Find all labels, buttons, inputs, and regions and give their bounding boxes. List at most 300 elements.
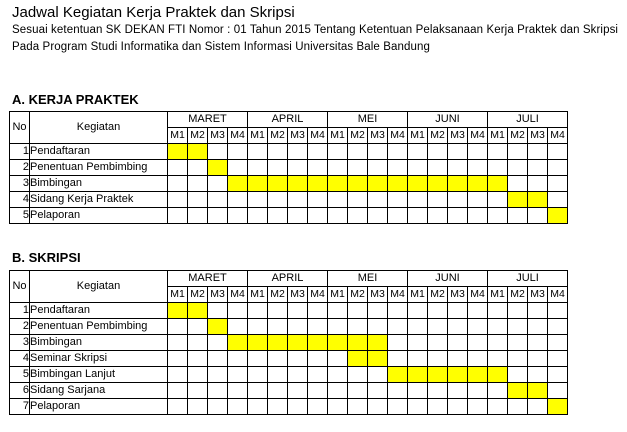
row-number: 1	[10, 303, 30, 319]
activity-name: Bimbingan	[30, 335, 168, 351]
schedule-cell	[508, 176, 528, 192]
schedule-cell	[228, 367, 248, 383]
schedule-cell	[428, 399, 448, 415]
schedule-cell-active	[448, 367, 468, 383]
schedule-cell	[368, 160, 388, 176]
table-row	[10, 367, 568, 383]
schedule-cell	[168, 192, 188, 208]
schedule-cell	[308, 383, 328, 399]
schedule-cell-active	[428, 176, 448, 192]
schedule-cell	[448, 351, 468, 367]
month-header: MARET	[168, 112, 248, 128]
schedule-cell	[188, 383, 208, 399]
schedule-cell	[348, 303, 368, 319]
schedule-cell	[528, 319, 548, 335]
activity-name: Bimbingan Lanjut	[30, 367, 168, 383]
schedule-cell	[528, 144, 548, 160]
schedule-cell-active	[288, 335, 308, 351]
month-header: JUNI	[408, 112, 488, 128]
week-header: M3	[288, 128, 308, 144]
schedule-cell	[168, 160, 188, 176]
schedule-cell	[328, 208, 348, 224]
schedule-cell	[388, 192, 408, 208]
schedule-cell-active	[488, 176, 508, 192]
schedule-cell	[368, 383, 388, 399]
month-header: JUNI	[408, 271, 488, 287]
schedule-cell	[548, 176, 568, 192]
schedule-cell	[528, 351, 548, 367]
week-header: M4	[308, 128, 328, 144]
schedule-cell	[508, 351, 528, 367]
schedule-cell	[168, 176, 188, 192]
schedule-cell	[228, 383, 248, 399]
activity-name: Sidang Kerja Praktek	[30, 192, 168, 208]
schedule-cell	[288, 367, 308, 383]
schedule-cell	[288, 399, 308, 415]
schedule-cell-active	[548, 399, 568, 415]
schedule-cell	[348, 399, 368, 415]
schedule-cell	[208, 303, 228, 319]
schedule-cell	[548, 192, 568, 208]
schedule-cell	[168, 383, 188, 399]
schedule-cell	[328, 383, 348, 399]
schedule-cell	[468, 192, 488, 208]
schedule-cell	[308, 160, 328, 176]
row-number: 4	[10, 192, 30, 208]
schedule-cell	[528, 399, 548, 415]
table-row	[10, 319, 568, 335]
schedule-cell-active	[548, 208, 568, 224]
schedule-cell	[288, 192, 308, 208]
schedule-cell	[288, 303, 308, 319]
header-row-months	[10, 271, 568, 287]
schedule-cell	[188, 367, 208, 383]
schedule-cell	[248, 383, 268, 399]
schedule-cell-active	[168, 303, 188, 319]
schedule-cell	[308, 303, 328, 319]
schedule-cell	[208, 383, 228, 399]
schedule-cell	[328, 160, 348, 176]
schedule-cell-active	[188, 144, 208, 160]
schedule-cell	[248, 399, 268, 415]
schedule-cell	[348, 367, 368, 383]
activity-name: Sidang Sarjana	[30, 383, 168, 399]
schedule-cell	[488, 208, 508, 224]
schedule-cell	[188, 160, 208, 176]
row-number: 2	[10, 319, 30, 335]
schedule-cell	[208, 351, 228, 367]
schedule-cell	[408, 399, 428, 415]
schedule-cell-active	[348, 176, 368, 192]
schedule-cell	[208, 192, 228, 208]
schedule-cell	[268, 160, 288, 176]
schedule-cell	[448, 383, 468, 399]
week-header: M4	[388, 128, 408, 144]
schedule-cell-active	[228, 176, 248, 192]
page-title: Jadwal Kegiatan Kerja Praktek dan Skripsi	[12, 4, 295, 21]
schedule-cell-active	[308, 176, 328, 192]
schedule-cell	[548, 367, 568, 383]
schedule-cell	[168, 335, 188, 351]
header-row-months	[10, 112, 568, 128]
table-row	[10, 399, 568, 415]
schedule-cell	[388, 383, 408, 399]
schedule-cell	[268, 399, 288, 415]
week-header: M3	[288, 287, 308, 303]
schedule-cell	[468, 319, 488, 335]
schedule-cell-active	[508, 383, 528, 399]
week-header: M1	[408, 128, 428, 144]
table-row	[10, 144, 568, 160]
week-header: M1	[328, 287, 348, 303]
schedule-cell	[428, 192, 448, 208]
schedule-cell	[368, 303, 388, 319]
schedule-cell-active	[168, 144, 188, 160]
schedule-cell	[368, 399, 388, 415]
row-number: 2	[10, 160, 30, 176]
schedule-cell	[188, 351, 208, 367]
schedule-cell-active	[368, 351, 388, 367]
schedule-cell	[208, 144, 228, 160]
schedule-cell	[328, 144, 348, 160]
activity-name: Pelaporan	[30, 399, 168, 415]
activity-name: Seminar Skripsi	[30, 351, 168, 367]
schedule-cell	[408, 160, 428, 176]
schedule-cell	[208, 208, 228, 224]
schedule-cell-active	[328, 176, 348, 192]
schedule-cell	[388, 399, 408, 415]
schedule-cell	[188, 399, 208, 415]
subtitle-line-2: Pada Program Studi Informatika dan Sistem Informasi Universitas Bale Bandung	[12, 41, 430, 53]
schedule-cell	[308, 208, 328, 224]
schedule-cell	[548, 335, 568, 351]
schedule-cell	[508, 160, 528, 176]
row-number: 7	[10, 399, 30, 415]
week-header: M2	[268, 287, 288, 303]
schedule-cell	[228, 160, 248, 176]
schedule-cell	[328, 351, 348, 367]
schedule-cell	[428, 383, 448, 399]
schedule-cell	[448, 160, 468, 176]
schedule-cell	[488, 319, 508, 335]
schedule-cell-active	[228, 335, 248, 351]
schedule-cell	[328, 303, 348, 319]
schedule-cell	[268, 367, 288, 383]
schedule-cell-active	[528, 383, 548, 399]
schedule-cell	[328, 319, 348, 335]
schedule-cell	[348, 208, 368, 224]
schedule-cell	[528, 176, 548, 192]
subtitle-line-1: Sesuai ketentuan SK DEKAN FTI Nomor : 01 Tahun 2015 Tentang Ketentuan Pelaksanaan Kerja Praktek dan Skripsi	[12, 24, 619, 36]
schedule-cell-active	[368, 335, 388, 351]
week-header: M3	[528, 128, 548, 144]
schedule-cell	[228, 208, 248, 224]
schedule-cell-active	[508, 192, 528, 208]
schedule-cell	[408, 351, 428, 367]
schedule-cell-active	[268, 176, 288, 192]
schedule-cell	[248, 303, 268, 319]
schedule-cell	[488, 383, 508, 399]
schedule-cell	[448, 399, 468, 415]
week-header: M4	[548, 128, 568, 144]
schedule-cell-active	[388, 367, 408, 383]
column-header-activity: Kegiatan	[30, 112, 168, 144]
week-header: M4	[388, 287, 408, 303]
week-header: M2	[188, 287, 208, 303]
schedule-cell	[168, 351, 188, 367]
week-header: M2	[508, 128, 528, 144]
schedule-cell-active	[408, 367, 428, 383]
schedule-cell	[308, 319, 328, 335]
schedule-cell	[328, 399, 348, 415]
column-header-no: No	[10, 112, 30, 144]
week-header: M2	[268, 128, 288, 144]
week-header: M4	[228, 287, 248, 303]
section-title-skripsi: B. SKRIPSI	[12, 250, 81, 265]
schedule-cell	[468, 335, 488, 351]
schedule-cell	[388, 208, 408, 224]
schedule-cell	[548, 319, 568, 335]
schedule-cell	[428, 319, 448, 335]
schedule-cell-active	[248, 176, 268, 192]
schedule-cell	[508, 335, 528, 351]
schedule-cell-active	[188, 303, 208, 319]
month-header: APRIL	[248, 271, 328, 287]
schedule-cell	[468, 399, 488, 415]
week-header: M3	[208, 128, 228, 144]
schedule-cell-active	[488, 367, 508, 383]
schedule-cell	[548, 351, 568, 367]
schedule-cell	[408, 303, 428, 319]
week-header: M2	[428, 128, 448, 144]
schedule-cell-active	[308, 335, 328, 351]
schedule-cell	[528, 335, 548, 351]
schedule-cell-active	[448, 176, 468, 192]
schedule-cell	[368, 319, 388, 335]
schedule-cell	[388, 144, 408, 160]
schedule-cell	[248, 192, 268, 208]
week-header: M2	[188, 128, 208, 144]
schedule-cell	[248, 367, 268, 383]
schedule-table-kerja-praktek	[9, 111, 568, 224]
schedule-cell	[428, 160, 448, 176]
week-header: M1	[408, 287, 428, 303]
week-header: M3	[528, 287, 548, 303]
schedule-cell	[308, 351, 328, 367]
schedule-cell	[248, 208, 268, 224]
row-number: 5	[10, 208, 30, 224]
schedule-cell	[488, 303, 508, 319]
week-header: M1	[328, 128, 348, 144]
week-header: M3	[368, 128, 388, 144]
schedule-cell	[268, 192, 288, 208]
schedule-cell	[248, 351, 268, 367]
schedule-cell-active	[348, 351, 368, 367]
schedule-cell	[488, 192, 508, 208]
schedule-cell	[388, 303, 408, 319]
activity-name: Penentuan Pembimbing	[30, 319, 168, 335]
schedule-cell	[548, 160, 568, 176]
schedule-cell	[228, 351, 248, 367]
schedule-cell	[508, 303, 528, 319]
week-header: M3	[448, 287, 468, 303]
schedule-cell	[408, 319, 428, 335]
week-header: M1	[168, 287, 188, 303]
week-header: M1	[488, 128, 508, 144]
row-number: 1	[10, 144, 30, 160]
activity-name: Bimbingan	[30, 176, 168, 192]
column-header-no: No	[10, 271, 30, 303]
schedule-cell	[308, 192, 328, 208]
schedule-cell	[348, 383, 368, 399]
row-number: 5	[10, 367, 30, 383]
schedule-cell-active	[428, 367, 448, 383]
schedule-cell-active	[468, 176, 488, 192]
schedule-cell	[548, 383, 568, 399]
table-row	[10, 303, 568, 319]
schedule-cell	[488, 144, 508, 160]
schedule-cell	[408, 383, 428, 399]
activity-name: Pendaftaran	[30, 144, 168, 160]
schedule-cell	[168, 399, 188, 415]
schedule-cell	[268, 351, 288, 367]
month-header: JULI	[488, 271, 568, 287]
week-header: M4	[468, 287, 488, 303]
column-header-activity: Kegiatan	[30, 271, 168, 303]
schedule-cell	[308, 144, 328, 160]
schedule-cell	[548, 144, 568, 160]
schedule-cell	[188, 192, 208, 208]
week-header: M4	[308, 287, 328, 303]
schedule-cell	[448, 319, 468, 335]
week-header: M1	[168, 128, 188, 144]
schedule-cell	[508, 367, 528, 383]
schedule-cell	[428, 144, 448, 160]
schedule-cell-active	[368, 176, 388, 192]
schedule-cell	[468, 144, 488, 160]
schedule-cell	[268, 319, 288, 335]
schedule-cell	[188, 176, 208, 192]
table-row	[10, 335, 568, 351]
week-header: M2	[348, 128, 368, 144]
schedule-cell	[468, 303, 488, 319]
schedule-cell	[188, 319, 208, 335]
row-number: 3	[10, 176, 30, 192]
schedule-cell	[388, 351, 408, 367]
schedule-cell	[468, 160, 488, 176]
schedule-cell	[508, 208, 528, 224]
schedule-cell	[328, 367, 348, 383]
schedule-cell-active	[288, 176, 308, 192]
week-header: M3	[448, 128, 468, 144]
schedule-cell	[468, 383, 488, 399]
schedule-cell	[188, 335, 208, 351]
schedule-cell	[408, 192, 428, 208]
schedule-cell	[368, 192, 388, 208]
schedule-cell	[508, 399, 528, 415]
schedule-cell	[388, 319, 408, 335]
schedule-cell	[548, 303, 568, 319]
week-header: M4	[468, 128, 488, 144]
schedule-cell	[528, 208, 548, 224]
schedule-cell	[488, 399, 508, 415]
schedule-cell-active	[268, 335, 288, 351]
row-number: 6	[10, 383, 30, 399]
schedule-cell-active	[528, 192, 548, 208]
schedule-cell	[268, 303, 288, 319]
schedule-cell	[528, 303, 548, 319]
month-header: MARET	[168, 271, 248, 287]
activity-name: Pendaftaran	[30, 303, 168, 319]
row-number: 3	[10, 335, 30, 351]
row-number: 4	[10, 351, 30, 367]
schedule-cell	[448, 303, 468, 319]
schedule-cell-active	[208, 160, 228, 176]
schedule-cell-active	[328, 335, 348, 351]
schedule-cell	[488, 335, 508, 351]
schedule-cell	[508, 144, 528, 160]
week-header: M1	[248, 287, 268, 303]
schedule-cell	[228, 192, 248, 208]
activity-name: Pelaporan	[30, 208, 168, 224]
schedule-cell-active	[468, 367, 488, 383]
schedule-cell	[388, 160, 408, 176]
schedule-cell	[348, 319, 368, 335]
schedule-cell	[288, 351, 308, 367]
schedule-cell	[228, 319, 248, 335]
table-row	[10, 383, 568, 399]
table-row	[10, 176, 568, 192]
week-header: M1	[488, 287, 508, 303]
schedule-cell	[288, 208, 308, 224]
schedule-cell	[388, 335, 408, 351]
schedule-cell	[208, 399, 228, 415]
schedule-cell	[448, 208, 468, 224]
schedule-cell	[208, 335, 228, 351]
schedule-cell-active	[388, 176, 408, 192]
schedule-cell	[228, 303, 248, 319]
schedule-cell-active	[348, 335, 368, 351]
schedule-cell	[228, 399, 248, 415]
schedule-cell-active	[248, 335, 268, 351]
schedule-cell	[288, 319, 308, 335]
schedule-cell	[428, 351, 448, 367]
schedule-cell	[528, 367, 548, 383]
schedule-cell-active	[408, 176, 428, 192]
schedule-cell	[228, 144, 248, 160]
schedule-cell	[168, 367, 188, 383]
schedule-cell	[448, 192, 468, 208]
schedule-cell	[428, 335, 448, 351]
week-header: M4	[548, 287, 568, 303]
schedule-cell	[308, 367, 328, 383]
schedule-cell	[428, 303, 448, 319]
month-header: MEI	[328, 112, 408, 128]
schedule-cell	[468, 351, 488, 367]
schedule-cell	[468, 208, 488, 224]
week-header: M2	[428, 287, 448, 303]
activity-name: Penentuan Pembimbing	[30, 160, 168, 176]
schedule-cell	[368, 208, 388, 224]
schedule-cell	[448, 335, 468, 351]
schedule-cell	[288, 144, 308, 160]
week-header: M2	[508, 287, 528, 303]
schedule-cell	[408, 208, 428, 224]
schedule-cell	[248, 160, 268, 176]
table-row	[10, 208, 568, 224]
table-row	[10, 192, 568, 208]
month-header: APRIL	[248, 112, 328, 128]
